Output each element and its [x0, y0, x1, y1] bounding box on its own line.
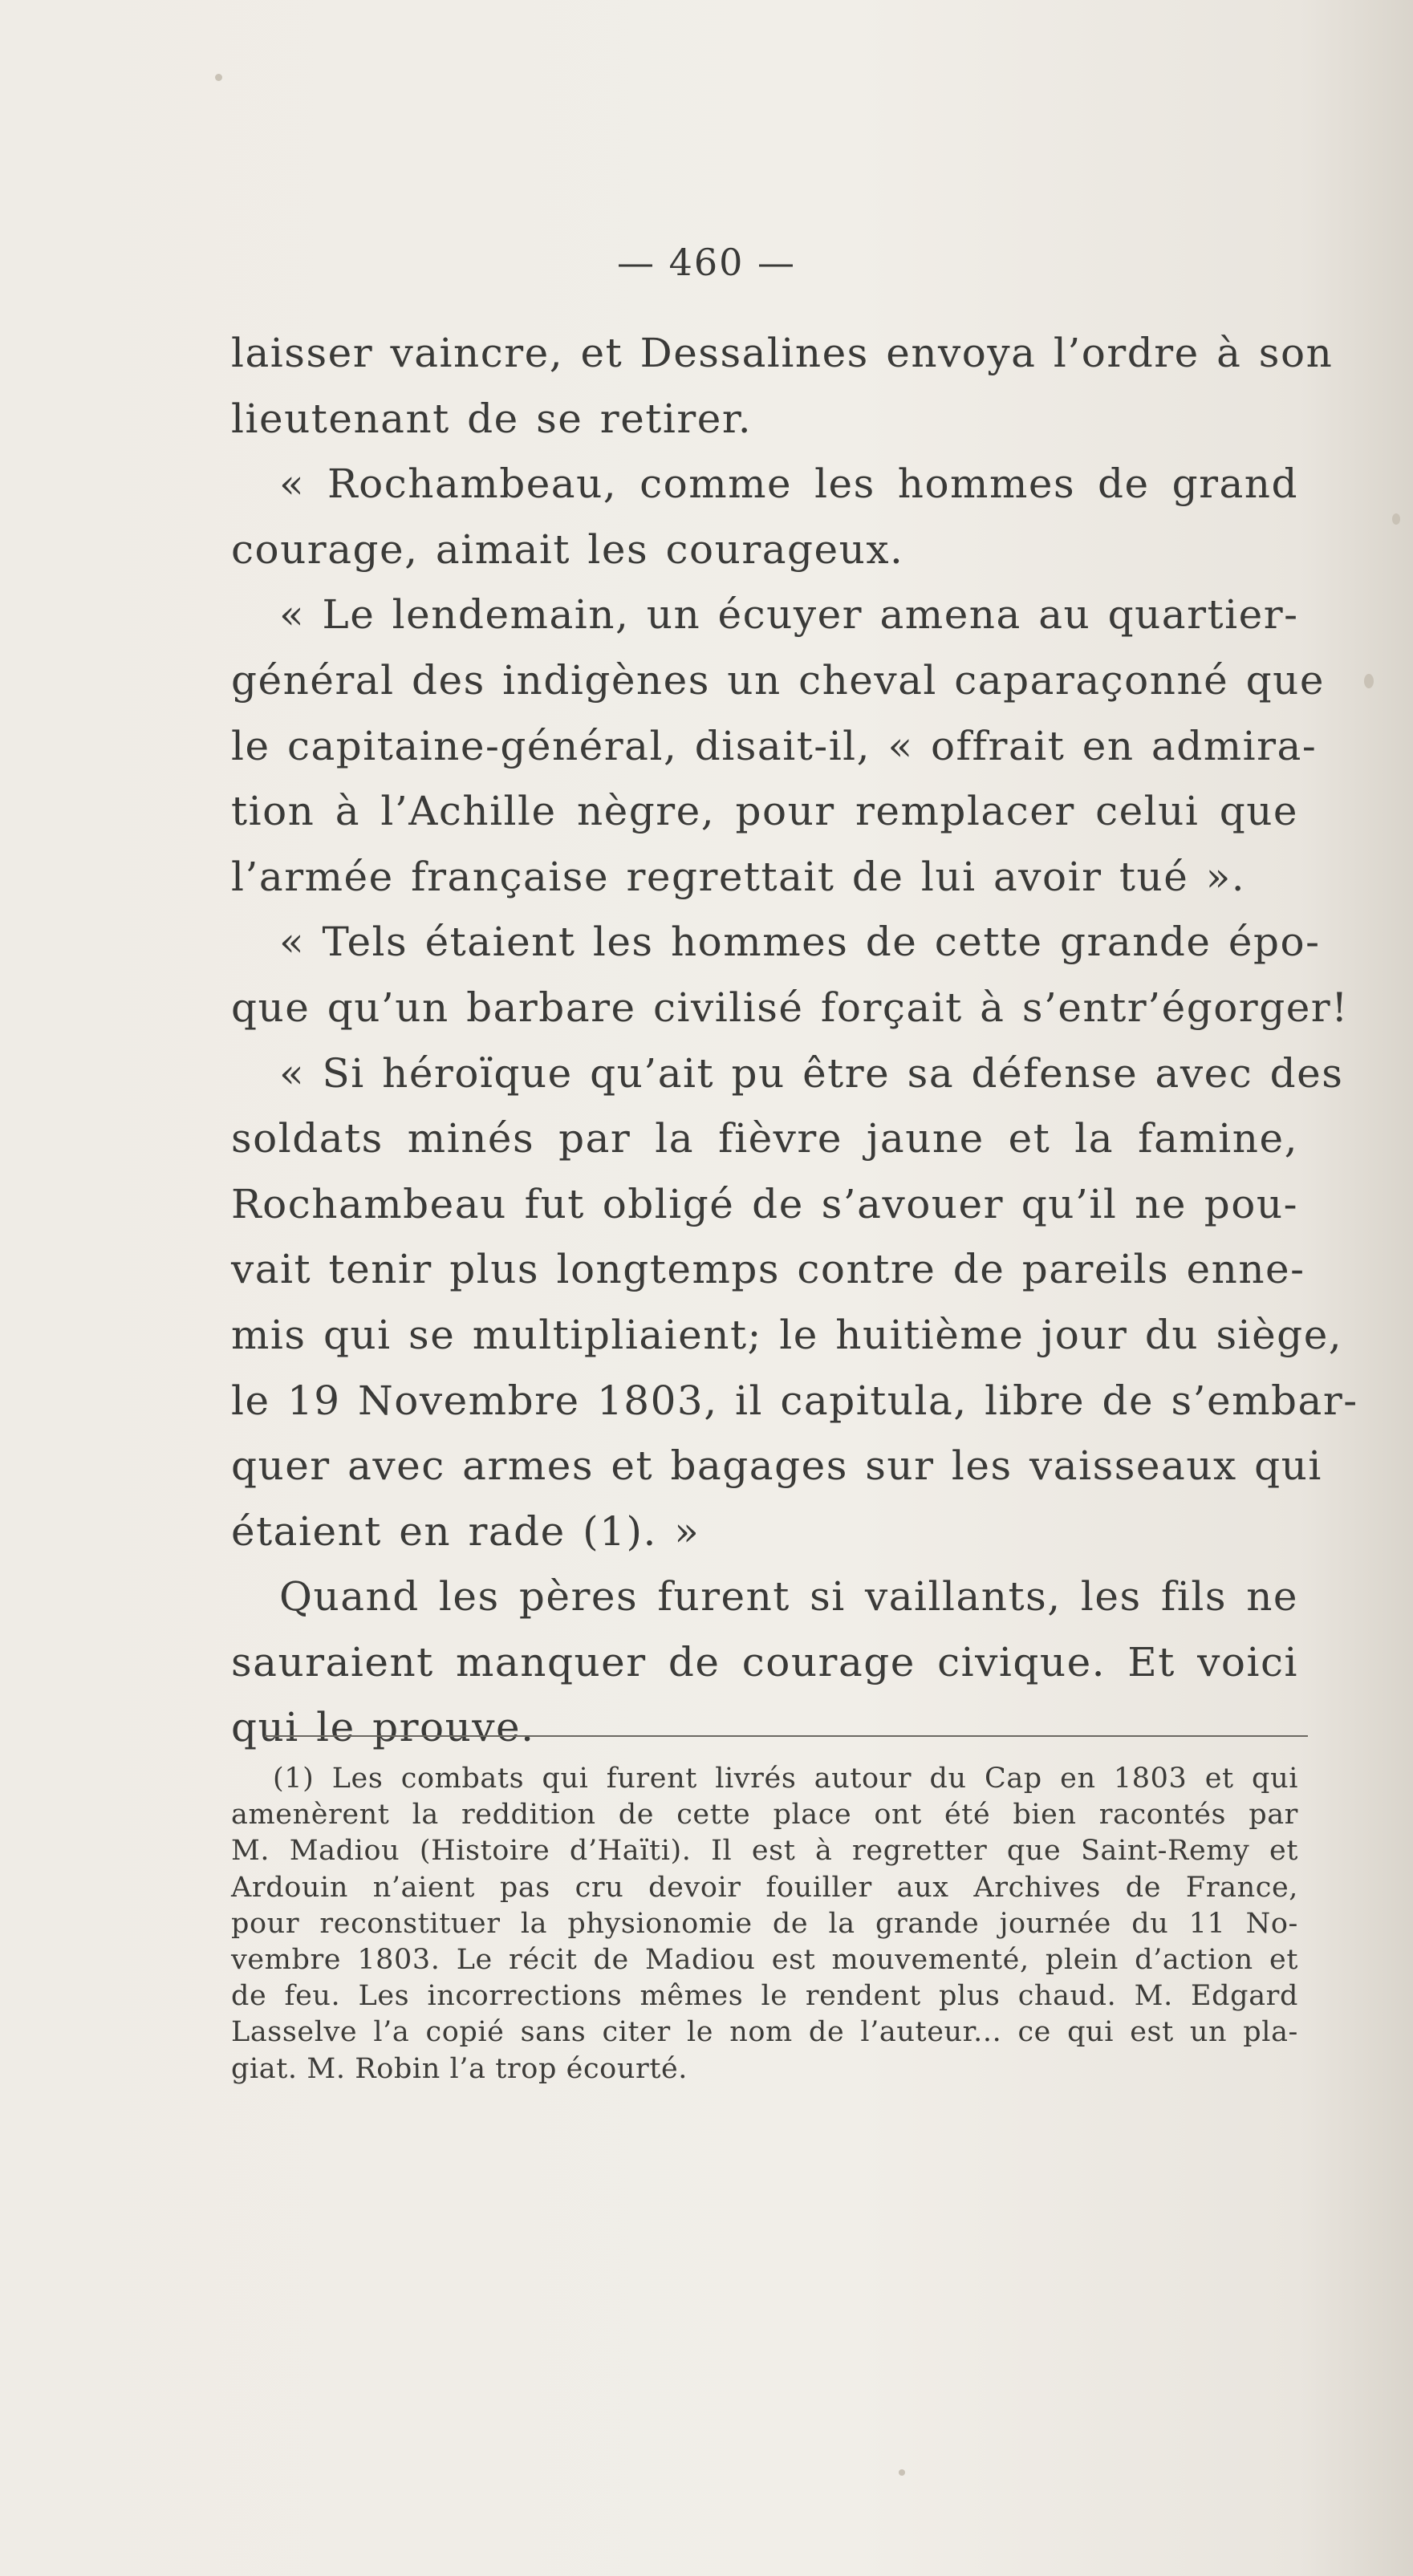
text-line: « Si héroïque qu’ait pu être sa défense avec des [279, 1049, 1344, 1097]
footnote-line: de feu. Les incorrections mêmes le rendent plus chaud. M. Edgard [231, 1980, 1298, 2013]
paper-speck [899, 2469, 905, 2476]
text-line: sauraient manquer de courage civique. Et voici [231, 1638, 1298, 1686]
footnote-line: M. Madiou (Histoire d’Haïti). Il est à regretter que Saint-Remy et [231, 1835, 1298, 1868]
text-line: « Rochambeau, comme les hommes de grand [279, 460, 1298, 508]
text-line: laisser vaincre, et Dessalines envoya l’ordre à son [231, 330, 1334, 376]
footnote-line: (1) Les combats qui furent livrés autour du Cap en 1803 et qui [273, 1763, 1298, 1795]
text-line: Rochambeau fut obligé de s’avouer qu’il ne pou- [231, 1180, 1298, 1227]
text-line: que qu’un barbare civilisé forçait à s’entr’égorger! [231, 984, 1349, 1031]
footnote-line: Lasselve l’a copié sans citer le nom de l’auteur... ce qui est un pla- [231, 2016, 1298, 2049]
footnote-line: vembre 1803. Le récit de Madiou est mouvementé, plein d’action et [231, 1943, 1298, 1976]
text-line: Quand les pères furent si vaillants, les fils ne [279, 1573, 1298, 1621]
text-line: le 19 Novembre 1803, il capitula, libre de s’embar- [231, 1377, 1358, 1424]
text-line: l’armée française regrettait de lui avoir tué ». [231, 853, 1246, 900]
text-line: courage, aimait les courageux. [231, 525, 904, 573]
text-line: quer avec armes et bagages sur les vaisseaux qui [231, 1442, 1322, 1490]
footnote-line: pour reconstituer la physionomie de la grande journée du 11 No- [231, 1907, 1298, 1940]
text-line: le capitaine-général, disait-il, « offrait en admira- [231, 722, 1318, 769]
text-line: qui le prouve. [231, 1704, 535, 1751]
paper-speck [215, 74, 222, 81]
paper-speck [1364, 674, 1374, 688]
text-line: mis qui se multipliaient; le huitième jour du siège, [231, 1311, 1343, 1358]
footnote-line: giat. M. Robin l’a trop écourté. [231, 2052, 688, 2085]
footnote-divider [265, 1735, 1308, 1737]
footnote-line: amenèrent la reddition de cette place ont été bien racontés par [231, 1799, 1298, 1832]
text-line: soldats minés par la fièvre jaune et la famine, [231, 1115, 1298, 1162]
text-line: vait tenir plus longtemps contre de pareils enne- [231, 1246, 1305, 1293]
paper-speck [1392, 513, 1400, 525]
text-line: étaient en rade (1). » [231, 1507, 700, 1555]
text-line: « Le lendemain, un écuyer amena au quartier- [279, 591, 1299, 639]
body-text [231, 321, 1358, 1761]
text-line: tion à l’Achille nègre, pour remplacer celui que [231, 788, 1298, 835]
text-line: lieutenant de se retirer. [231, 395, 753, 442]
footnote [231, 1761, 1298, 2087]
text-line: général des indigènes un cheval caparaçonné que [231, 656, 1325, 704]
page-number: — 460 — [616, 241, 797, 284]
text-line: « Tels étaient les hommes de cette grande épo- [279, 919, 1321, 966]
footnote-line: Ardouin n’aient pas cru devoir fouiller aux Archives de France, [231, 1871, 1298, 1904]
